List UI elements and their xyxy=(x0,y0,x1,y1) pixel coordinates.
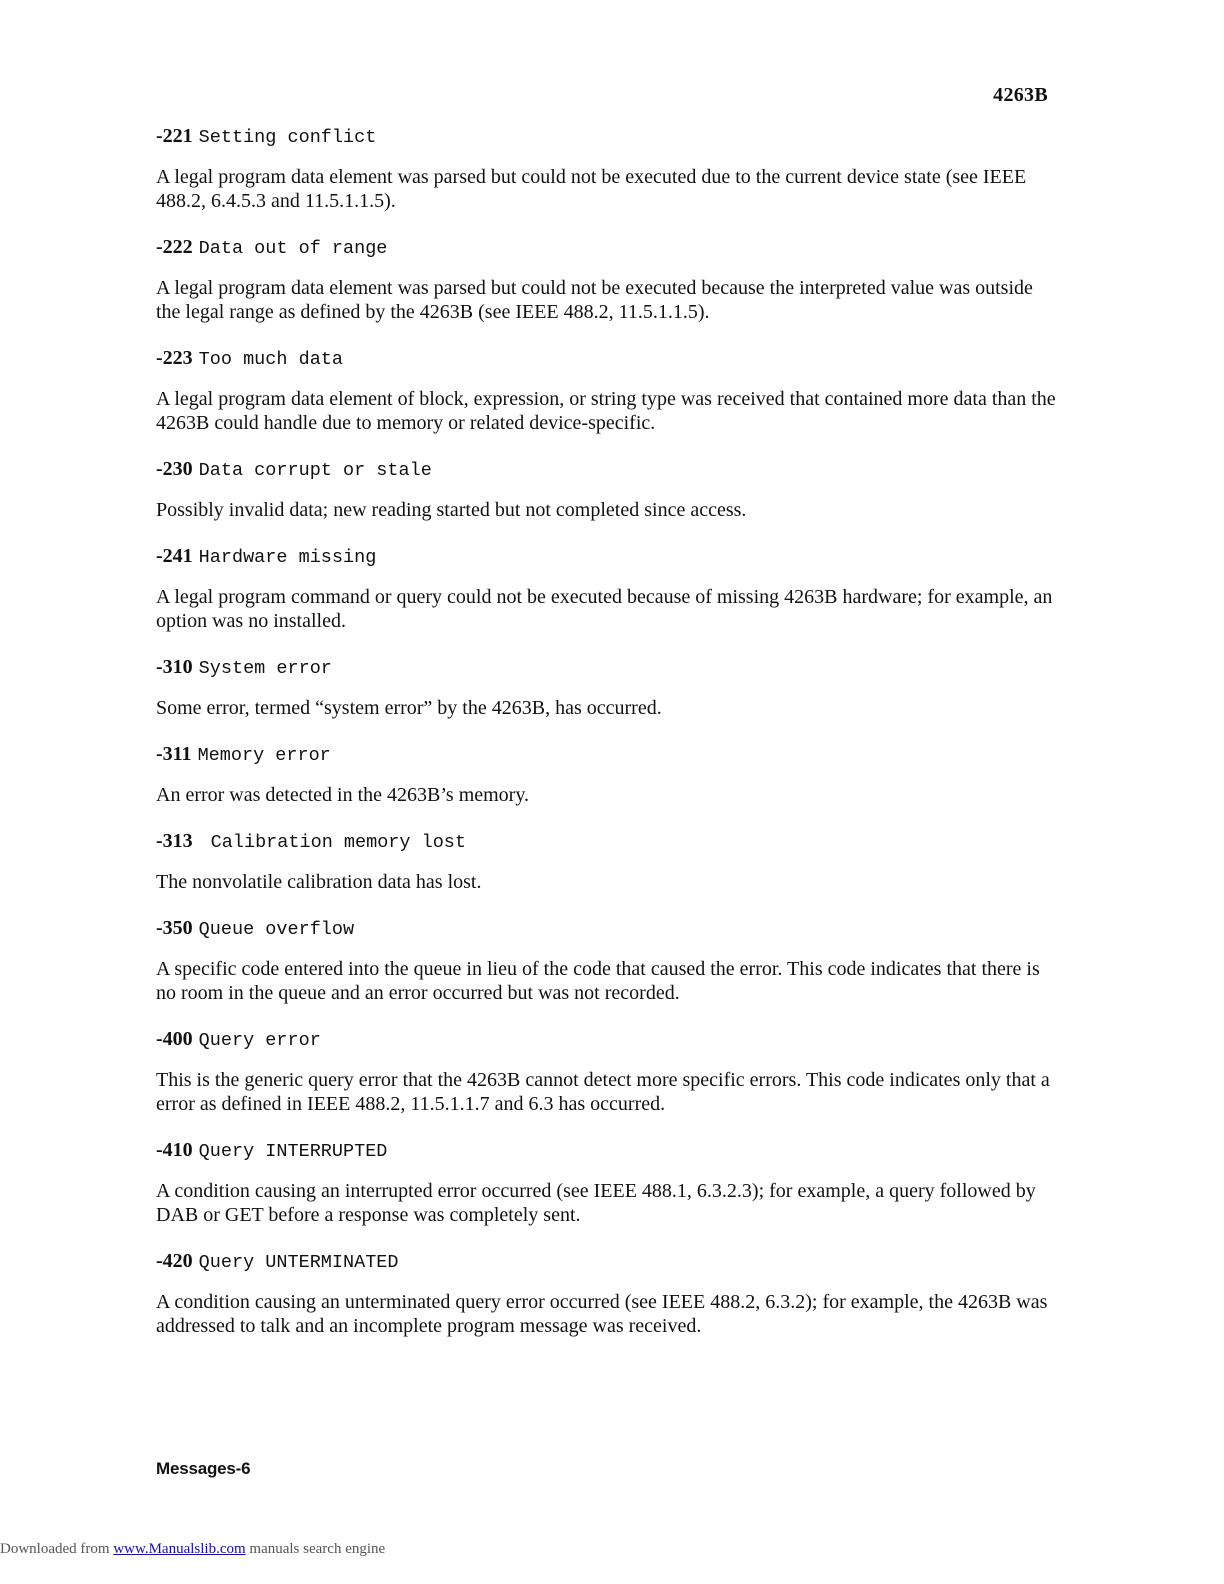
error-code: -420 xyxy=(156,1250,193,1272)
error-entry xyxy=(156,654,1056,720)
error-description: A legal program data element of block, expression, or string type was received that contained more data than the 4263B could handle due to memory or related device-specific. xyxy=(156,388,1056,434)
error-heading xyxy=(156,915,1056,943)
error-name: Calibration memory lost xyxy=(210,832,467,853)
error-name: Setting conflict xyxy=(198,127,377,148)
error-entry xyxy=(156,543,1056,633)
error-heading xyxy=(156,345,1056,373)
error-heading xyxy=(156,123,1056,151)
error-code: -313 xyxy=(156,830,193,852)
error-name: Data out of range xyxy=(198,238,388,259)
error-name: System error xyxy=(198,658,332,679)
error-code: -350 xyxy=(156,917,193,939)
error-name: Memory error xyxy=(197,745,331,766)
error-heading xyxy=(156,543,1056,571)
error-entry xyxy=(156,1248,1056,1338)
error-name: Query INTERRUPTED xyxy=(198,1141,388,1162)
error-name: Queue overflow xyxy=(198,919,355,940)
error-description: Possibly invalid data; new reading started but not completed since access. xyxy=(156,499,747,521)
error-code: -222 xyxy=(156,236,193,258)
error-description: Some error, termed “system error” by the 4263B, has occurred. xyxy=(156,697,662,719)
page-number-label: Messages-6 xyxy=(156,1459,251,1478)
download-suffix: manuals search engine xyxy=(245,1541,386,1557)
error-description: A legal program data element was parsed but could not be executed due to the current device state (see IEEE 488.2, 6.4.5.3 and 11.5.1.1.5). xyxy=(156,166,1027,212)
error-message-list xyxy=(156,123,1056,1359)
error-heading xyxy=(156,741,1056,769)
error-description: A condition causing an unterminated query error occurred (see IEEE 488.2, 6.3.2); for example, the 4263B was addressed to talk and an incomplete program message was received. xyxy=(156,1291,1048,1337)
download-attribution xyxy=(0,1541,385,1558)
error-code: -223 xyxy=(156,347,193,369)
error-name: Query UNTERMINATED xyxy=(198,1252,399,1273)
error-code: -400 xyxy=(156,1028,193,1050)
error-entry xyxy=(156,456,1056,522)
error-code: -410 xyxy=(156,1139,193,1161)
error-description: A condition causing an interrupted error occurred (see IEEE 488.1, 6.3.2.3); for example, a query followed by DAB or GET before a response was completely sent. xyxy=(156,1180,1036,1226)
error-description: An error was detected in the 4263B’s memory. xyxy=(156,784,530,806)
error-entry xyxy=(156,1137,1056,1227)
page-header-model: 4263B xyxy=(993,84,1048,106)
error-entry xyxy=(156,828,1056,894)
error-heading xyxy=(156,828,1056,856)
error-entry xyxy=(156,915,1056,1005)
error-name: Data corrupt or stale xyxy=(198,460,432,481)
error-entry xyxy=(156,234,1056,324)
error-heading xyxy=(156,1026,1056,1054)
error-code: -311 xyxy=(156,743,192,765)
error-heading xyxy=(156,654,1056,682)
error-description: A legal program data element was parsed but could not be executed because the interpreted value was outside the legal range as defined by the 4263B (see IEEE 488.2, 11.5.1.1.5). xyxy=(156,277,1033,323)
error-entry xyxy=(156,345,1056,435)
manualslib-link[interactable]: www.Manualslib.com xyxy=(113,1541,246,1557)
error-heading xyxy=(156,456,1056,484)
error-code: -221 xyxy=(156,125,193,147)
error-description: A specific code entered into the queue in lieu of the code that caused the error. This code indicates that there is no room in the queue and an error occurred but was not recorded. xyxy=(156,958,1040,1004)
error-description: This is the generic query error that the 4263B cannot detect more specific errors. This code indicates only that a error as defined in IEEE 488.2, 11.5.1.1.7 and 6.3 has occurred. xyxy=(156,1069,1050,1115)
download-prefix: Downloaded from xyxy=(0,1541,114,1557)
error-heading xyxy=(156,1248,1056,1276)
error-heading xyxy=(156,234,1056,262)
error-entry xyxy=(156,123,1056,213)
error-name: Hardware missing xyxy=(198,547,377,568)
error-entry xyxy=(156,741,1056,807)
error-description: A legal program command or query could not be executed because of missing 4263B hardware; for example, an option was no installed. xyxy=(156,586,1053,632)
error-name: Too much data xyxy=(198,349,343,370)
error-description: The nonvolatile calibration data has lost. xyxy=(156,871,482,893)
error-heading xyxy=(156,1137,1056,1165)
error-code: -230 xyxy=(156,458,193,480)
error-entry xyxy=(156,1026,1056,1116)
error-code: -310 xyxy=(156,656,193,678)
error-code: -241 xyxy=(156,545,193,567)
error-name: Query error xyxy=(198,1030,321,1051)
